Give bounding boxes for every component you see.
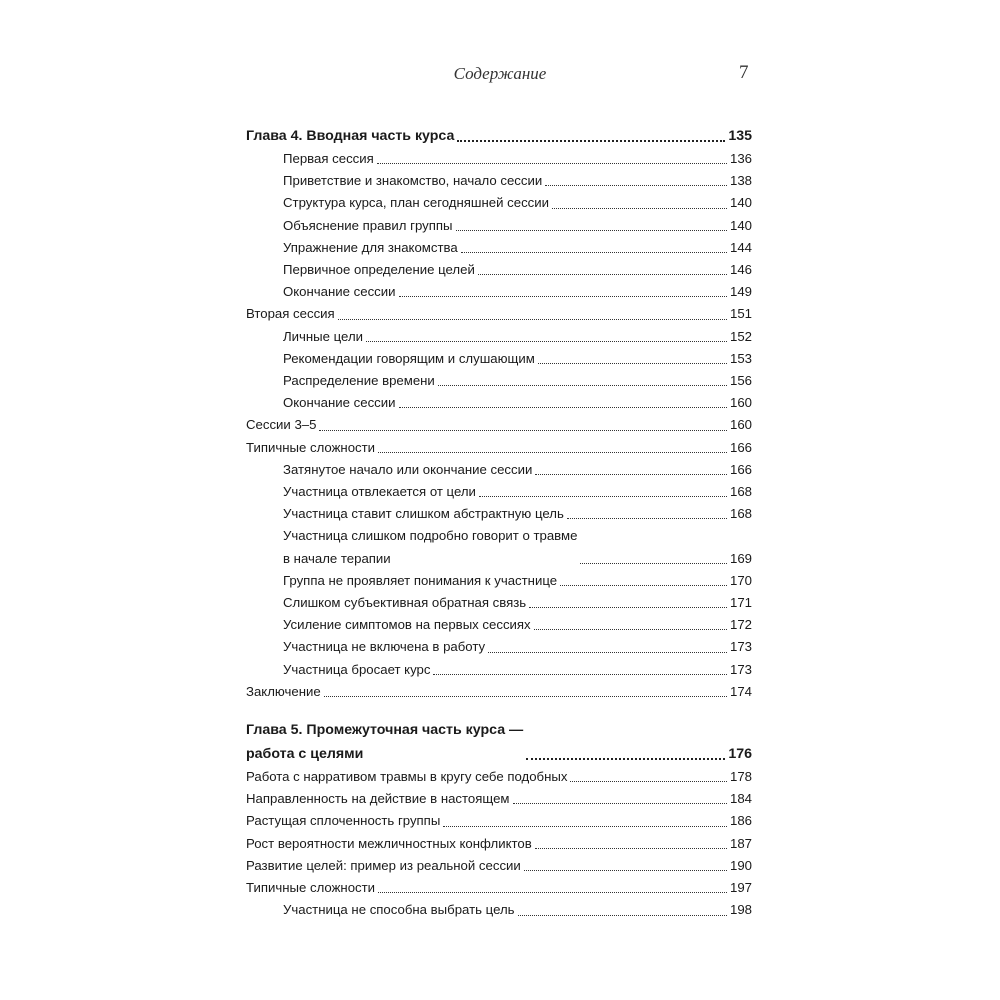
- toc-entry-title: Слишком субъективная обратная связь: [283, 595, 527, 611]
- toc-entry[interactable]: [246, 636, 752, 658]
- dot-leader: [443, 826, 727, 827]
- toc-entry-page: 173: [729, 639, 752, 655]
- dot-leader: [324, 696, 727, 697]
- toc-entry-page: 168: [729, 484, 752, 500]
- toc-entry-title: Приветствие и знакомство, начало сессии: [283, 173, 543, 189]
- toc-entry-title: Первая сессия: [283, 151, 374, 166]
- dot-leader: [378, 452, 727, 453]
- dot-leader: [570, 781, 727, 782]
- toc-entry-title: Распределение времени: [283, 373, 435, 389]
- toc-entry-title: Сессии 3–5: [246, 417, 317, 433]
- toc-entry-page: 160: [729, 395, 752, 411]
- dot-leader: [560, 585, 727, 586]
- dot-leader: [567, 518, 727, 519]
- toc-entry-title: Окончание сессии: [283, 395, 396, 411]
- dot-leader: [377, 163, 727, 164]
- dot-leader: [526, 758, 725, 760]
- toc-entry[interactable]: [246, 877, 752, 899]
- toc-entry[interactable]: [246, 281, 752, 303]
- toc-entry-page: 140: [729, 195, 752, 211]
- toc-entry[interactable]: [246, 592, 752, 614]
- toc-entry-title: [246, 718, 523, 766]
- dot-leader: [478, 274, 727, 275]
- toc-entry[interactable]: [246, 170, 752, 192]
- toc-entry-title: Усиление симптомов на первых сессиях: [283, 617, 531, 633]
- toc-entry-page: 166: [729, 461, 752, 477]
- toc-chapter-4[interactable]: [246, 124, 752, 148]
- toc-entry-page: 174: [729, 683, 752, 699]
- toc-entry-title-line: Участница слишком подробно говорит о травме: [283, 528, 578, 544]
- dot-leader: [461, 252, 727, 253]
- dot-leader: [529, 607, 727, 608]
- toc-entry[interactable]: [246, 215, 752, 237]
- toc-entry[interactable]: [246, 766, 752, 788]
- toc-entry-page: 198: [729, 902, 752, 918]
- toc-entry[interactable]: [246, 570, 752, 592]
- toc-entry[interactable]: [246, 303, 752, 325]
- toc-entry-page: 138: [729, 173, 752, 189]
- dot-leader: [366, 341, 727, 342]
- dot-leader: [580, 563, 727, 564]
- dot-leader: [378, 892, 727, 893]
- toc-entry[interactable]: [246, 525, 752, 569]
- toc-entry[interactable]: [246, 481, 752, 503]
- toc-entry-page: 152: [729, 328, 752, 344]
- toc-entry[interactable]: [246, 414, 752, 436]
- toc-entry-page: 173: [729, 661, 752, 677]
- toc-entry[interactable]: [246, 192, 752, 214]
- dot-leader: [457, 140, 725, 142]
- toc-entry-title: Структура курса, план сегодняшней сессии: [283, 195, 549, 211]
- toc-entry-page: 186: [729, 813, 752, 829]
- page-header: [0, 62, 1000, 92]
- toc-entry[interactable]: [246, 148, 752, 170]
- toc-entry-page: 140: [729, 217, 752, 233]
- dot-leader: [535, 848, 727, 849]
- dot-leader: [438, 385, 727, 386]
- toc-entry[interactable]: [246, 459, 752, 481]
- toc-entry-page: 171: [729, 595, 752, 611]
- toc-entry-title: [283, 525, 577, 569]
- toc-entry-title: Заключение: [246, 683, 321, 699]
- dot-leader: [456, 230, 727, 231]
- toc-entry-title: Первичное определение целей: [283, 262, 475, 278]
- dot-leader: [545, 185, 727, 186]
- dot-leader: [319, 430, 727, 431]
- dot-leader: [524, 870, 727, 871]
- dot-leader: [518, 915, 727, 916]
- toc-entry-page: 190: [729, 857, 752, 873]
- toc-entry[interactable]: [246, 348, 752, 370]
- toc-entry-title: Группа не проявляет понимания к участнице: [283, 572, 558, 588]
- toc-entry[interactable]: [246, 370, 752, 392]
- dot-leader: [538, 363, 727, 364]
- toc-entry-title-line: работа с целями: [246, 746, 364, 763]
- toc-entry-title: Типичные сложности: [246, 439, 376, 455]
- toc-entry-title: Работа с нарративом травмы в кругу себе подобных: [246, 769, 568, 785]
- page-number: 7: [739, 62, 749, 83]
- dot-leader: [534, 629, 727, 630]
- toc-entry-page: 144: [729, 239, 752, 255]
- toc-entry-title: Направленность на действие в настоящем: [246, 791, 510, 807]
- toc-entry-title-line: в начале терапии: [283, 550, 391, 566]
- dot-leader: [488, 652, 727, 653]
- toc-entry-page: 170: [729, 572, 752, 588]
- toc-entry-title: Участница не включена в работу: [283, 639, 486, 655]
- dot-leader: [535, 474, 727, 475]
- toc-entry-page: 160: [729, 417, 752, 433]
- toc-entry-page: 176: [728, 746, 752, 763]
- toc-entry-page: 187: [729, 835, 752, 851]
- toc-entry-page: 169: [729, 550, 752, 566]
- toc-entry[interactable]: [246, 788, 752, 810]
- dot-leader: [479, 496, 727, 497]
- toc-entry-page: 178: [729, 769, 752, 785]
- toc-entry-title: Типичные сложности: [246, 880, 376, 896]
- toc-entry[interactable]: [246, 326, 752, 348]
- toc-entry-title: Участница отвлекается от цели: [283, 484, 476, 500]
- toc-entry-page: 153: [729, 350, 752, 366]
- toc-entry-title: Упражнение для знакомства: [283, 239, 458, 255]
- toc-entry[interactable]: [246, 259, 752, 281]
- toc-entry[interactable]: [246, 659, 752, 681]
- toc-entry-title: Личные цели: [283, 328, 364, 344]
- toc-entry[interactable]: [246, 503, 752, 525]
- toc-entry-title-line: Глава 5. Промежуточная часть курса —: [246, 722, 524, 739]
- toc-entry[interactable]: [246, 810, 752, 832]
- toc-entry[interactable]: [246, 614, 752, 636]
- toc-entry-page: 136: [729, 151, 752, 166]
- toc-entry-page: 151: [729, 306, 752, 322]
- dot-leader: [552, 208, 727, 209]
- running-title: Содержание: [453, 64, 547, 83]
- toc-entry-page: 166: [729, 439, 752, 455]
- toc-entry-page: 197: [729, 880, 752, 896]
- toc-entry[interactable]: [246, 833, 752, 855]
- toc-entry-title: Растущая сплоченность группы: [246, 813, 441, 829]
- dot-leader: [399, 296, 727, 297]
- toc-entry-page: 135: [728, 128, 752, 144]
- dot-leader: [338, 319, 727, 320]
- toc-entry-page: 156: [729, 373, 752, 389]
- toc-entry[interactable]: [246, 392, 752, 414]
- toc-entry-title: Рост вероятности межличностных конфликтов: [246, 835, 532, 851]
- toc-entry-page: 146: [729, 262, 752, 278]
- toc-entry-title: Вторая сессия: [246, 306, 335, 322]
- toc-entry-title: Участница бросает курс: [283, 661, 431, 677]
- toc-entry-title: Развитие целей: пример из реальной сессии: [246, 857, 521, 873]
- toc-entry-page: 168: [729, 506, 752, 522]
- toc-entry-page: 172: [729, 617, 752, 633]
- toc-entry[interactable]: [246, 237, 752, 259]
- toc-entry-page: 149: [729, 284, 752, 300]
- toc-entry[interactable]: [246, 681, 752, 703]
- toc-entry[interactable]: [246, 855, 752, 877]
- toc-entry-title: Затянутое начало или окончание сессии: [283, 461, 533, 477]
- dot-leader: [513, 803, 727, 804]
- toc-entry[interactable]: [246, 899, 752, 921]
- table-of-contents: [246, 124, 752, 922]
- toc-entry-page: 184: [729, 791, 752, 807]
- toc-entry-title: Глава 4. Вводная часть курса: [246, 128, 455, 144]
- toc-chapter-5[interactable]: [246, 718, 752, 766]
- toc-entry-title: Участница не способна выбрать цель: [283, 902, 515, 918]
- toc-entry-title: Участница ставит слишком абстрактную цель: [283, 506, 564, 522]
- toc-entry-title: Рекомендации говорящим и слушающим: [283, 350, 535, 366]
- toc-entry-title: Объяснение правил группы: [283, 217, 453, 233]
- toc-entry-title: Окончание сессии: [283, 284, 396, 300]
- dot-leader: [399, 407, 727, 408]
- toc-entry[interactable]: [246, 437, 752, 459]
- dot-leader: [433, 674, 727, 675]
